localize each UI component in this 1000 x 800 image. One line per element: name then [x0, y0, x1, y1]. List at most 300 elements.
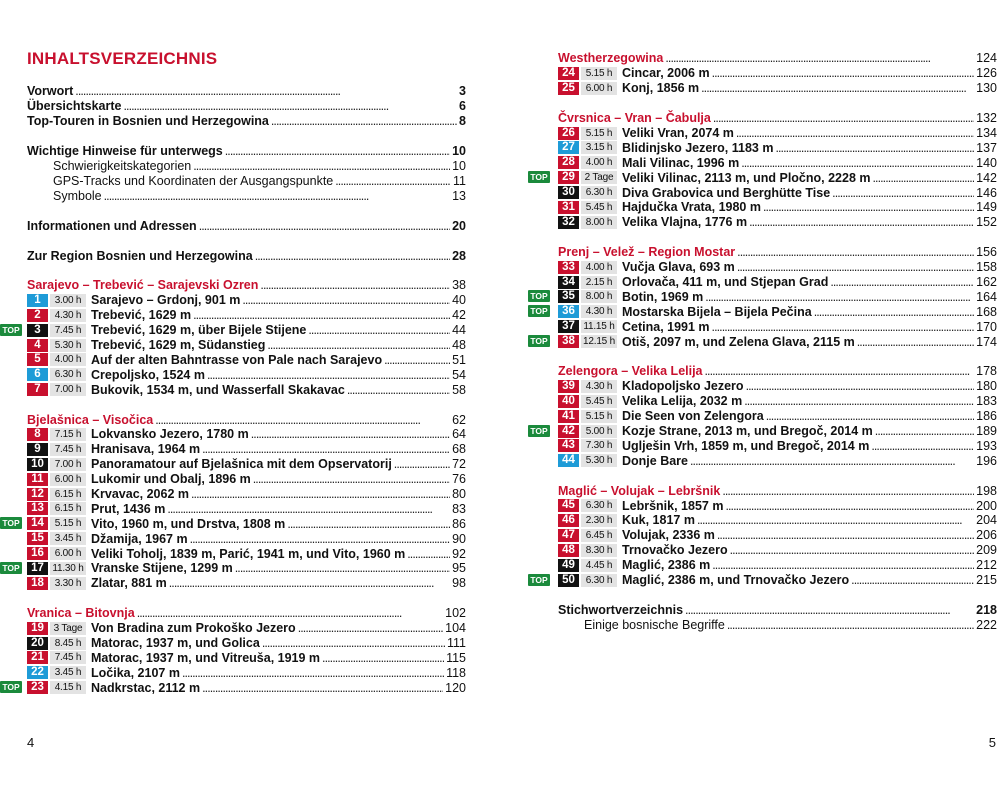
tour-number-badge: 25: [558, 82, 579, 95]
tour-number-badge: 16: [27, 547, 48, 560]
entry-title: Botin, 1969 m: [622, 289, 704, 304]
entry-page-number: 142: [976, 170, 997, 185]
entry-page-number: 13: [452, 188, 466, 203]
dot-leader: [875, 424, 974, 438]
tour-duration: 3 Tage: [50, 622, 86, 635]
dot-leader: [685, 603, 974, 617]
entry-title: Maglić – Volujak – Lebršnik: [558, 483, 721, 498]
toc-tour-entry[interactable]: [27, 352, 466, 367]
entry-title: Trnovačko Jezero: [622, 543, 728, 558]
entry-page-number: 6: [459, 99, 466, 114]
dot-leader: [347, 383, 450, 397]
dot-leader: [857, 335, 974, 349]
tour-duration: 6.30 h: [581, 499, 617, 512]
tour-duration: 6.30 h: [50, 368, 86, 381]
toc-tour-entry[interactable]: [558, 379, 997, 394]
section-gap: [27, 233, 466, 248]
toc-tour-entry[interactable]: [2, 680, 466, 695]
entry-title: GPS-Tracks und Koordinaten der Ausgangspunkte: [53, 173, 334, 188]
dot-leader: [251, 427, 450, 441]
toc-tour-entry[interactable]: [558, 200, 997, 215]
toc-tour-entry[interactable]: [27, 308, 466, 323]
dot-leader: [335, 174, 451, 188]
toc-tour-entry[interactable]: [558, 528, 997, 543]
toc-entry[interactable]: [27, 99, 466, 114]
tour-number-badge: 8: [27, 428, 48, 441]
entry-title: Sarajevo – Grdonj, 901 m: [91, 293, 241, 308]
dot-leader: [199, 219, 450, 233]
entry-title: Uglješin Vrh, 1859 m, und Bregoč, 2014 m: [622, 438, 870, 453]
entry-title: Donje Bare: [622, 453, 688, 468]
tour-number-badge: 26: [558, 127, 579, 140]
tour-duration: 4.30 h: [50, 309, 86, 322]
entry-title: Vranica – Bitovnja: [27, 606, 135, 621]
dot-leader: [814, 305, 974, 319]
top-tour-badge: TOP: [528, 305, 550, 317]
entry-page-number: 152: [976, 215, 997, 230]
entry-title: Top-Touren in Bosnien und Herzegowina: [27, 114, 269, 129]
dot-leader: [744, 394, 974, 408]
tour-number-badge: 17: [27, 562, 48, 575]
toc-tour-entry[interactable]: [558, 66, 997, 81]
entry-title: Velika Vlajna, 1776 m: [622, 215, 748, 230]
dot-leader: [253, 472, 450, 486]
tour-duration: 6.00 h: [50, 547, 86, 560]
entry-page-number: 51: [452, 352, 466, 367]
entry-title: Matorac, 1937 m, und Golica: [91, 636, 260, 651]
entry-title: Džamija, 1967 m: [91, 531, 188, 546]
entry-page-number: 193: [976, 438, 997, 453]
entry-page-number: 98: [452, 576, 466, 591]
entry-title: Crepoljsko, 1524 m: [91, 367, 205, 382]
toc-tour-entry[interactable]: [27, 546, 466, 561]
toc-tour-entry[interactable]: [558, 498, 997, 513]
tour-duration: 4.30 h: [581, 380, 617, 393]
tour-number-badge: 50: [558, 574, 579, 587]
toc-tour-entry[interactable]: [558, 438, 997, 453]
entry-title: Orlovača, 411 m, und Stjepan Grad: [622, 275, 829, 290]
entry-page-number: 72: [452, 457, 466, 472]
toc-tour-entry[interactable]: [558, 215, 997, 230]
entry-title: Kuk, 1817 m: [622, 513, 695, 528]
toc-tour-entry[interactable]: [558, 558, 997, 573]
dot-leader: [104, 189, 450, 203]
tour-number-badge: 3: [27, 324, 48, 337]
toc-left-column: [2, 48, 466, 695]
dot-leader: [167, 502, 450, 516]
dot-leader: [394, 457, 450, 471]
dot-leader: [766, 409, 974, 423]
entry-page-number: 95: [452, 561, 466, 576]
entry-page-number: 83: [452, 501, 466, 516]
toc-tour-entry[interactable]: [27, 487, 466, 502]
tour-number-badge: 35: [558, 290, 579, 303]
tour-duration: 5.45 h: [581, 201, 617, 214]
dot-leader: [713, 111, 974, 125]
section-gap: [558, 468, 997, 483]
toc-tour-entry[interactable]: [2, 561, 466, 576]
entry-page-number: 40: [452, 293, 466, 308]
toc-tour-entry[interactable]: [27, 531, 466, 546]
page-number-right: 5: [988, 735, 996, 750]
entry-page-number: 62: [452, 412, 466, 427]
entry-title: Symbole: [53, 188, 102, 203]
entry-page-number: 156: [976, 245, 997, 260]
entry-title: Otiš, 2097 m, und Zelena Glava, 2115 m: [622, 334, 855, 349]
toc-tour-entry[interactable]: [558, 453, 997, 468]
entry-title: Zlatar, 881 m: [91, 576, 167, 591]
dot-leader: [851, 573, 974, 587]
toc-subentry[interactable]: [558, 617, 997, 632]
toc-tour-entry[interactable]: [558, 275, 997, 290]
toc-tour-entry[interactable]: [558, 319, 997, 334]
top-tour-badge: TOP: [528, 290, 550, 302]
entry-title: Hajdučka Vrata, 1980 m: [622, 200, 761, 215]
tour-number-badge: 23: [27, 681, 48, 694]
entry-page-number: 149: [976, 200, 997, 215]
dot-leader: [155, 413, 450, 427]
entry-page-number: 189: [976, 424, 997, 439]
toc-entry[interactable]: [27, 248, 466, 263]
toc-tour-entry[interactable]: [558, 155, 997, 170]
tour-number-badge: 14: [27, 517, 48, 530]
toc-tour-entry[interactable]: [27, 501, 466, 516]
toc-tour-entry[interactable]: [530, 289, 997, 304]
entry-title: Westherzegowina: [558, 51, 664, 66]
toc-tour-entry[interactable]: [27, 367, 466, 382]
toc-section-heading[interactable]: [558, 483, 997, 498]
dot-leader: [736, 126, 974, 140]
entry-page-number: 10: [452, 159, 466, 173]
tour-duration: 6.30 h: [581, 574, 617, 587]
toc-tour-entry[interactable]: [558, 140, 997, 155]
toc-tour-entry[interactable]: [530, 304, 997, 319]
toc-tour-entry[interactable]: [27, 576, 466, 591]
dot-leader: [712, 66, 975, 80]
toc-entry[interactable]: [27, 218, 466, 233]
tour-duration: 2 Tage: [581, 171, 617, 184]
dot-leader: [701, 81, 974, 95]
entry-title: Krvavac, 2062 m: [91, 487, 189, 502]
entry-title: Bukovik, 1534 m, und Wasserfall Skakavac: [91, 382, 345, 397]
tour-duration: 7.45 h: [50, 651, 86, 664]
toc-subentry[interactable]: [27, 188, 466, 203]
tour-number-badge: 30: [558, 186, 579, 199]
entry-title: Zur Region Bosnien und Herzegowina: [27, 248, 253, 263]
entry-title: Lebršnik, 1857 m: [622, 498, 724, 513]
tour-duration: 5.15 h: [581, 127, 617, 140]
entry-title: Kozje Strane, 2013 m, und Bregoč, 2014 m: [622, 424, 873, 439]
top-tour-badge: TOP: [528, 425, 550, 437]
entry-page-number: 90: [452, 531, 466, 546]
tour-duration: 7.45 h: [50, 443, 86, 456]
toc-section-heading[interactable]: [558, 51, 997, 66]
entry-page-number: 186: [976, 409, 997, 424]
tour-number-badge: 34: [558, 276, 579, 289]
toc-tour-entry[interactable]: [27, 338, 466, 353]
entry-page-number: 11: [453, 173, 466, 188]
top-tour-badge: TOP: [0, 517, 22, 529]
tour-duration: 3.30 h: [50, 577, 86, 590]
entry-title: Volujak, 2336 m: [622, 528, 715, 543]
top-tour-badge: TOP: [0, 681, 22, 693]
toc-tour-entry[interactable]: [558, 409, 997, 424]
entry-title: Bjelašnica – Visočica: [27, 412, 154, 427]
dot-leader: [308, 323, 450, 337]
tour-duration: 7.00 h: [50, 458, 86, 471]
tour-number-badge: 37: [558, 320, 579, 333]
tour-number-badge: 5: [27, 353, 48, 366]
entry-title: Panoramatour auf Bjelašnica mit dem Opservatorij: [91, 457, 392, 472]
toc-section-heading[interactable]: [27, 412, 466, 427]
entry-title: Vorwort: [27, 84, 74, 99]
dot-leader: [137, 606, 443, 620]
tour-duration: 4.45 h: [581, 559, 617, 572]
toc-section-heading[interactable]: [558, 245, 997, 260]
tour-duration: 3.45 h: [50, 666, 86, 679]
tour-duration: 8.00 h: [581, 290, 617, 303]
toc-section-heading[interactable]: [558, 364, 997, 379]
entry-page-number: 198: [976, 483, 997, 498]
entry-page-number: 118: [446, 665, 466, 680]
dot-leader: [725, 499, 974, 513]
toc-section-heading[interactable]: [558, 111, 997, 126]
tour-duration: 7.45 h: [50, 324, 86, 337]
entry-page-number: 140: [976, 155, 997, 170]
toc-tour-entry[interactable]: [530, 170, 997, 185]
toc-tour-entry[interactable]: [530, 424, 997, 439]
tour-duration: 11.30 h: [50, 562, 86, 575]
entry-title: Schwierigkeitskategorien: [53, 159, 192, 173]
toc-tour-entry[interactable]: [558, 126, 997, 141]
entry-title: Von Bradina zum Prokoško Jezero: [91, 621, 296, 636]
dot-leader: [255, 249, 450, 263]
entry-page-number: 162: [976, 275, 997, 290]
tour-number-badge: 42: [558, 425, 579, 438]
toc-tour-entry[interactable]: [558, 513, 997, 528]
tour-duration: 5.30 h: [50, 339, 86, 352]
toc-section-heading[interactable]: [27, 606, 466, 621]
tour-number-badge: 45: [558, 499, 579, 512]
tour-number-badge: 40: [558, 395, 579, 408]
tour-number-badge: 24: [558, 67, 579, 80]
entry-title: Prut, 1436 m: [91, 501, 166, 516]
dot-leader: [712, 320, 975, 334]
tour-duration: 7.15 h: [50, 428, 86, 441]
dot-leader: [705, 290, 974, 304]
entry-page-number: 158: [976, 260, 997, 275]
dot-leader: [832, 186, 974, 200]
tour-number-badge: 28: [558, 156, 579, 169]
dot-leader: [225, 144, 450, 158]
toc-tour-entry[interactable]: [2, 323, 466, 338]
dot-leader: [871, 439, 974, 453]
tour-duration: 5.15 h: [581, 410, 617, 423]
tour-duration: 7.00 h: [50, 383, 86, 396]
tour-number-badge: 20: [27, 637, 48, 650]
toc-tour-entry[interactable]: [27, 442, 466, 457]
dot-leader: [298, 621, 443, 635]
entry-title: Kladopoljsko Jezero: [622, 379, 744, 394]
entry-title: Die Seen von Zelengora: [622, 409, 764, 424]
toc-entry[interactable]: [27, 114, 466, 129]
dot-leader: [242, 293, 450, 307]
entry-title: Konj, 1856 m: [622, 81, 700, 96]
page-title: INHALTSVERZEICHNIS: [27, 49, 218, 68]
toc-tour-entry[interactable]: [558, 81, 997, 96]
entry-title: Maglić, 2386 m, und Trnovačko Jezero: [622, 573, 850, 588]
dot-leader: [749, 215, 974, 229]
tour-duration: 6.30 h: [581, 186, 617, 199]
entry-title: Lukomir und Obalj, 1896 m: [91, 472, 251, 487]
dot-leader: [690, 454, 974, 468]
tour-number-badge: 41: [558, 410, 579, 423]
tour-number-badge: 38: [558, 335, 579, 348]
entry-page-number: 130: [976, 81, 997, 96]
toc-right-column: [530, 51, 997, 632]
entry-page-number: 196: [976, 453, 997, 468]
tour-number-badge: 44: [558, 454, 579, 467]
dot-leader: [384, 353, 450, 367]
toc-tour-entry[interactable]: [530, 334, 997, 349]
toc-tour-entry[interactable]: [27, 651, 466, 666]
entry-page-number: 80: [452, 487, 466, 502]
entry-page-number: 168: [976, 304, 997, 319]
entry-page-number: 42: [452, 308, 466, 323]
toc-tour-entry[interactable]: [558, 185, 997, 200]
toc-entry[interactable]: [27, 84, 466, 99]
toc-tour-entry[interactable]: [27, 382, 466, 397]
entry-page-number: 137: [976, 140, 997, 155]
dot-leader: [741, 156, 974, 170]
toc-tour-entry[interactable]: [530, 573, 997, 588]
entry-title: Sarajevo – Trebević – Sarajevski Ozren: [27, 278, 259, 293]
tour-number-badge: 1: [27, 294, 48, 307]
top-tour-badge: TOP: [0, 324, 22, 336]
top-tour-badge: TOP: [0, 562, 22, 574]
entry-title: Hranisava, 1964 m: [91, 442, 201, 457]
entry-page-number: 215: [976, 573, 997, 588]
tour-number-badge: 49: [558, 559, 579, 572]
tour-number-badge: 32: [558, 216, 579, 229]
toc-tour-entry[interactable]: [558, 394, 997, 409]
entry-page-number: 10: [452, 144, 466, 159]
entry-title: Veliki Toholj, 1839 m, Parić, 1941 m, und Vito, 1960 m: [91, 546, 406, 561]
tour-duration: 12.15 h: [581, 335, 617, 348]
toc-tour-entry[interactable]: [558, 543, 997, 558]
toc-tour-entry[interactable]: [2, 516, 466, 531]
tour-duration: 5.15 h: [581, 67, 617, 80]
entry-title: Lokvansko Jezero, 1780 m: [91, 427, 249, 442]
tour-number-badge: 46: [558, 514, 579, 527]
tour-duration: 4.00 h: [50, 353, 86, 366]
tour-duration: 5.30 h: [581, 454, 617, 467]
entry-page-number: 209: [976, 543, 997, 558]
entry-title: Mostarska Bijela – Bijela Pečina: [622, 304, 812, 319]
toc-tour-entry[interactable]: [27, 457, 466, 472]
tour-number-badge: 18: [27, 577, 48, 590]
entry-title: Vito, 1960 m, und Drstva, 1808 m: [91, 516, 286, 531]
entry-title: Trebević, 1629 m: [91, 308, 192, 323]
tour-duration: 4.30 h: [581, 305, 617, 318]
dot-leader: [775, 141, 974, 155]
entry-page-number: 124: [976, 51, 997, 66]
toc-tour-entry[interactable]: [27, 665, 466, 680]
dot-leader: [763, 200, 974, 214]
page-number-left: 4: [27, 735, 35, 750]
entry-page-number: 183: [976, 394, 997, 409]
toc-tour-entry[interactable]: [558, 260, 997, 275]
entry-title: Cetina, 1991 m: [622, 319, 710, 334]
dot-leader: [193, 308, 450, 322]
toc-tour-entry[interactable]: [27, 621, 466, 636]
tour-number-badge: 47: [558, 529, 579, 542]
dot-leader: [182, 666, 444, 680]
tour-duration: 4.00 h: [581, 261, 617, 274]
entry-title: Veliki Vilinac, 2113 m, und Pločno, 2228 m: [622, 170, 871, 185]
section-gap: [27, 397, 466, 412]
entry-page-number: 120: [445, 680, 466, 695]
entry-page-number: 58: [452, 382, 466, 397]
dot-leader: [697, 513, 974, 527]
section-gap: [27, 203, 466, 218]
section-gap: [27, 591, 466, 606]
top-tour-badge: TOP: [528, 335, 550, 347]
dot-leader: [665, 51, 974, 65]
toc-section-heading[interactable]: [27, 278, 466, 293]
entry-title: Matorac, 1937 m, und Vitreuša, 1919 m: [91, 650, 321, 665]
toc-entry[interactable]: [558, 603, 997, 618]
toc-tour-entry[interactable]: [27, 427, 466, 442]
toc-tour-entry[interactable]: [27, 293, 466, 308]
toc-subentry[interactable]: [27, 159, 466, 174]
section-gap: [558, 349, 997, 364]
entry-page-number: 92: [452, 546, 466, 561]
dot-leader: [717, 528, 974, 542]
entry-page-number: 132: [976, 111, 997, 126]
entry-title: Nadkrstac, 2112 m: [91, 680, 201, 695]
toc-subentry[interactable]: [27, 173, 466, 188]
entry-title: Mali Vilinac, 1996 m: [622, 155, 740, 170]
dot-leader: [407, 547, 450, 561]
entry-page-number: 48: [452, 338, 466, 353]
tour-duration: 8.30 h: [581, 544, 617, 557]
toc-list-right: [530, 51, 997, 632]
dot-leader: [190, 532, 451, 546]
dot-leader: [730, 543, 975, 557]
dot-leader: [191, 487, 450, 501]
entry-page-number: 64: [452, 427, 466, 442]
toc-tour-entry[interactable]: [27, 636, 466, 651]
entry-page-number: 44: [452, 323, 466, 338]
dot-leader: [260, 278, 450, 292]
toc-entry[interactable]: [27, 144, 466, 159]
entry-page-number: 200: [976, 498, 997, 513]
tour-duration: 6.15 h: [50, 502, 86, 515]
entry-title: Diva Grabovica und Berghütte Tise: [622, 185, 831, 200]
dot-leader: [124, 99, 458, 113]
dot-leader: [746, 379, 975, 393]
dot-leader: [287, 517, 450, 531]
tour-number-badge: 12: [27, 488, 48, 501]
tour-duration: 4.00 h: [581, 156, 617, 169]
entry-page-number: 86: [452, 516, 466, 531]
entry-page-number: 111: [446, 636, 466, 651]
tour-duration: 5.00 h: [581, 425, 617, 438]
entry-title: Trebević, 1629 m, Südanstieg: [91, 338, 266, 353]
entry-title: Čvrsnica – Vran – Čabulja: [558, 111, 711, 126]
toc-tour-entry[interactable]: [27, 472, 466, 487]
